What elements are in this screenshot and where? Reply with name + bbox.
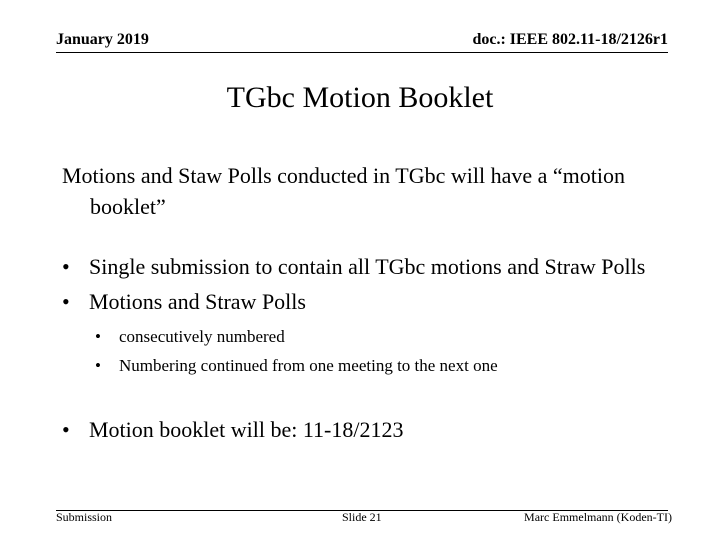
footer-slide-number: Slide 21	[342, 510, 382, 524]
bullet-icon: •	[62, 254, 70, 279]
bullet-icon: •	[62, 417, 70, 442]
bullet-item-motions-straw-polls	[62, 286, 672, 380]
slide-title: TGbc Motion Booklet	[226, 81, 494, 114]
bullet-item-booklet-number	[62, 414, 672, 445]
sub-bullet-text: Numbering continued from one meeting to the next one	[119, 356, 498, 375]
bullet-text: Single submission to contain all TGbc motions and Straw Polls	[89, 254, 646, 279]
sub-bullet-item-numbered	[89, 322, 672, 351]
bullet-icon: •	[62, 289, 70, 314]
sub-bullet-item-continued	[89, 351, 672, 380]
slide-body	[62, 160, 672, 449]
footer-submission: Submission	[56, 510, 113, 524]
footer-author: Marc Emmelmann (Koden-TI)	[524, 510, 672, 524]
intro-paragraph: Motions and Staw Polls conducted in TGbc will have a “motion booklet”	[62, 163, 625, 219]
bullet-text: Motions and Straw Polls	[89, 289, 306, 314]
bullet-item-single-submission	[62, 251, 672, 282]
sub-bullet-icon: •	[95, 356, 101, 375]
header-doc-id: doc.: IEEE 802.11-18/2126r1	[472, 31, 668, 48]
bullet-list	[62, 251, 672, 445]
header-divider	[56, 52, 668, 53]
bullet-text: Motion booklet will be: 11-18/2123	[89, 417, 404, 442]
header-date: January 2019	[56, 31, 149, 48]
sub-bullet-list	[89, 322, 672, 380]
sub-bullet-text: consecutively numbered	[119, 327, 285, 346]
sub-bullet-icon: •	[95, 327, 101, 346]
list-spacer	[62, 384, 672, 414]
